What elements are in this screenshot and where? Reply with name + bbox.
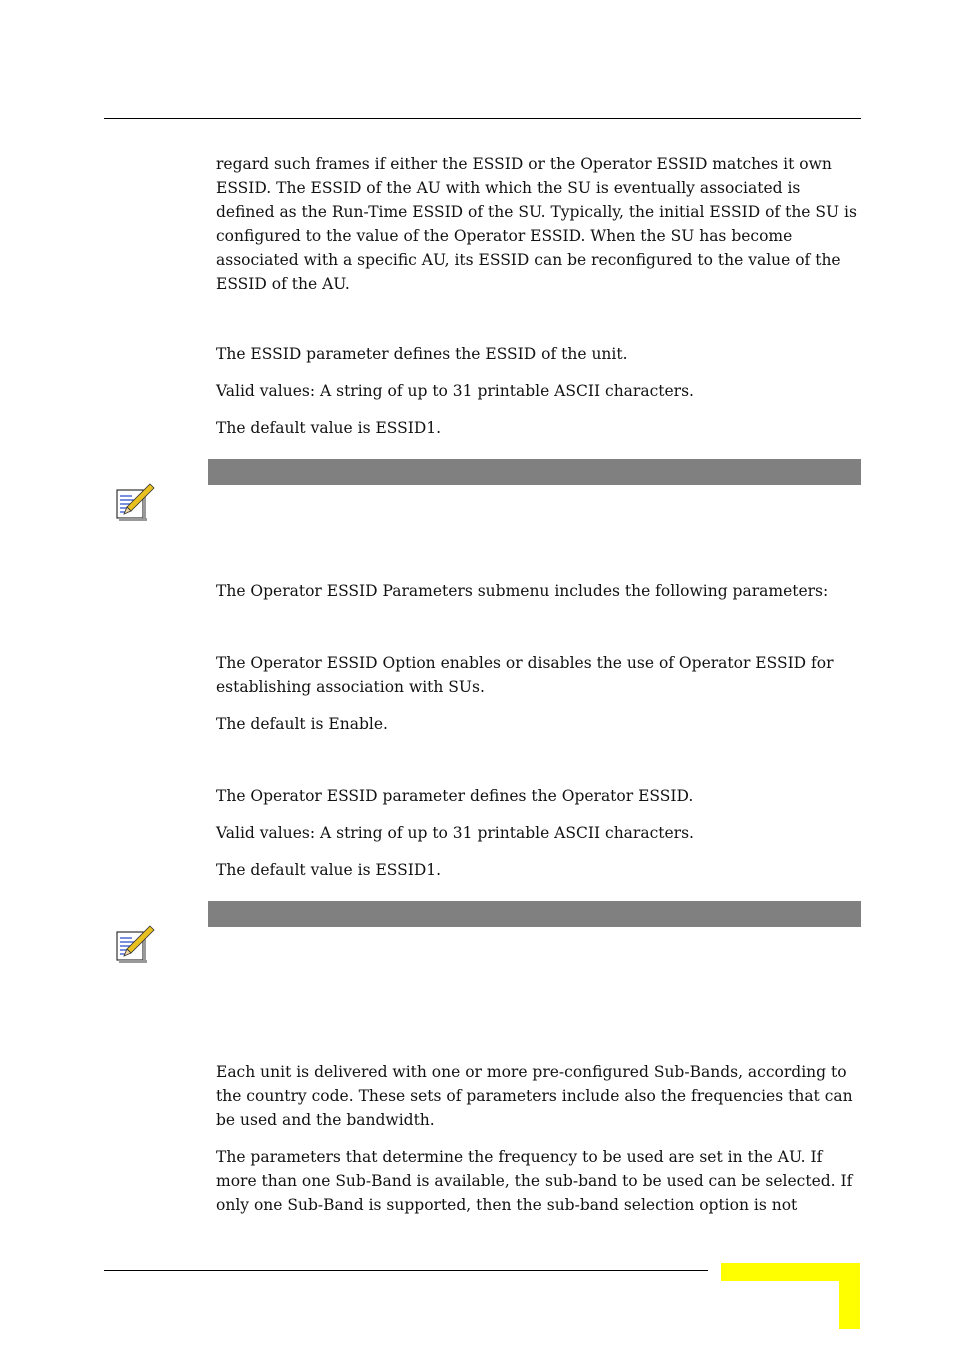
note-pencil-icon xyxy=(114,482,156,524)
footer-rule xyxy=(104,1270,708,1271)
note-bar xyxy=(208,901,861,927)
paragraph-essid-definition: The ESSID parameter defines the ESSID of the unit. xyxy=(216,345,628,363)
header-rule xyxy=(104,118,861,119)
paragraph-essid-valid-values: Valid values: A string of up to 31 printable ASCII characters. xyxy=(216,382,694,400)
paragraph-operator-essid-submenu: The Operator ESSID Parameters submenu includes the following parameters: xyxy=(216,582,829,600)
paragraph-operator-option-default: The default is Enable. xyxy=(216,715,388,733)
paragraph-operator-essid-default: The default value is ESSID1. xyxy=(216,861,442,879)
paragraph-essid-intro: regard such frames if either the ESSID or the Operator ESSID matches it own ESSID. The ESSID of the AU with which the SU is eventually associated is defined as the Run-Time ESSID of the SU. Typically, the initial ESSID of the SU is configured to the value of the Operator ESSID. When the SU has become associated with a specific AU, its ESSID can be reconfigured to the value of the ESSID of the AU. xyxy=(216,155,857,293)
note-bar xyxy=(208,459,861,485)
paragraph-subbands-frequency: The parameters that determine the frequency to be used are set in the AU. If more than one Sub-Band is available, the sub-band to be used can be selected. If only one Sub-Band is supported, then the sub-band selection option is not xyxy=(216,1148,853,1214)
paragraph-operator-essid-option: The Operator ESSID Option enables or disables the use of Operator ESSID for establishing association with SUs. xyxy=(216,654,834,696)
page-tab xyxy=(839,1263,860,1329)
paragraph-operator-essid-valid-values: Valid values: A string of up to 31 printable ASCII characters. xyxy=(216,824,694,842)
paragraph-operator-essid-definition: The Operator ESSID parameter defines the Operator ESSID. xyxy=(216,787,694,805)
paragraph-subbands-intro: Each unit is delivered with one or more pre-configured Sub-Bands, according to the country code. These sets of parameters include also the frequencies that can be used and the bandwidth. xyxy=(216,1063,853,1129)
note-pencil-icon xyxy=(114,924,156,966)
paragraph-essid-default: The default value is ESSID1. xyxy=(216,419,442,437)
